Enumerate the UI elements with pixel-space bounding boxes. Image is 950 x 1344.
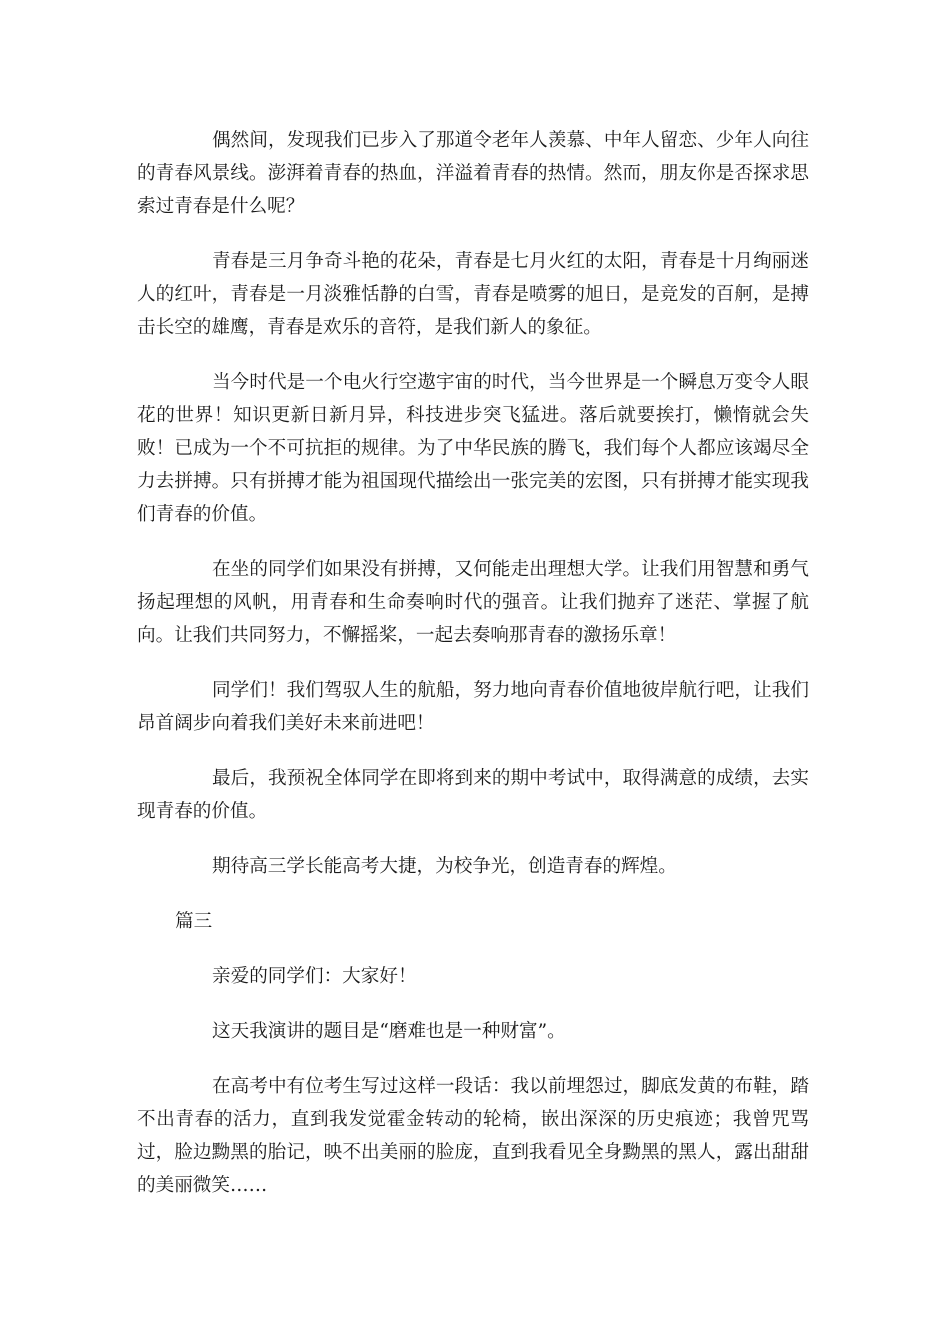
paragraph-exam-essay-quote: 在高考中有位考生写过这样一段话：我以前埋怨过，脚底发黄的布鞋，踏不出青春的活力，直到我发觉霍金转动的轮椅，嵌出深深的历史痕迹；我曾咒骂过，脸边黝黑的胎记，映不出美丽的脸庞，直到我看见全身黝黑的黑人，露出甜甜的美丽微笑…… (137, 1076, 809, 1196)
paragraph-youth-scenery: 偶然间，发现我们已步入了那道令老年人羡慕、中年人留恋、少年人向往的青春风景线。澎湃着青春的热血，洋溢着青春的热情。然而，朋友你是否探求思索过青春是什么呢？ (137, 130, 809, 217)
paragraph-era-struggle: 当今时代是一个电火行空遨宇宙的时代，当今世界是一个瞬息万变令人眼花的世界！知识更新日新月异，科技进步突飞猛进。落后就要挨打，懒惰就会失败！已成为一个不可抗拒的规律。为了中华民族的腾飞，我们每个人都应该竭尽全力去拼搏。只有拼搏才能为祖国现代描绘出一张完美的宏图，只有拼搏才能实现我们青春的价值。 (137, 372, 809, 525)
paragraph-exam-wishes: 最后，我预祝全体同学在即将到来的期中考试中，取得满意的成绩，去实现青春的价值。 (137, 768, 809, 822)
paragraph-youth-metaphors: 青春是三月争奇斗艳的花朵，青春是七月火红的太阳，青春是十月绚丽迷人的红叶，青春是一月淡雅恬静的白雪，青春是喷雾的旭日，是竞发的百舸，是搏击长空的雄鹰，青春是欢乐的音符，是我们新人的象征。 (137, 251, 809, 338)
paragraph-speech-topic: 这天我演讲的题目是“磨难也是一种财富”。 (212, 1021, 566, 1042)
section-heading: 篇三 (175, 911, 213, 932)
paragraph-sail-forward: 同学们！我们驾驭人生的航船，努力地向青春价值地彼岸航行吧，让我们昂首阔步向着我们美好未来前进吧！ (137, 680, 809, 734)
paragraph-greeting: 亲爱的同学们：大家好！ (212, 966, 417, 987)
document-body (137, 124, 809, 1224)
paragraph-classmates-effort: 在坐的同学们如果没有拼搏，又何能走出理想大学。让我们用智慧和勇气扬起理想的风帆，用青春和生命奏响时代的强音。让我们抛弃了迷茫、掌握了航向。让我们共同努力，不懈摇桨，一起去奏响那青春的激扬乐章！ (137, 559, 809, 646)
paragraph-senior-wishes: 期待高三学长能高考大捷，为校争光，创造青春的辉煌。 (212, 856, 677, 877)
